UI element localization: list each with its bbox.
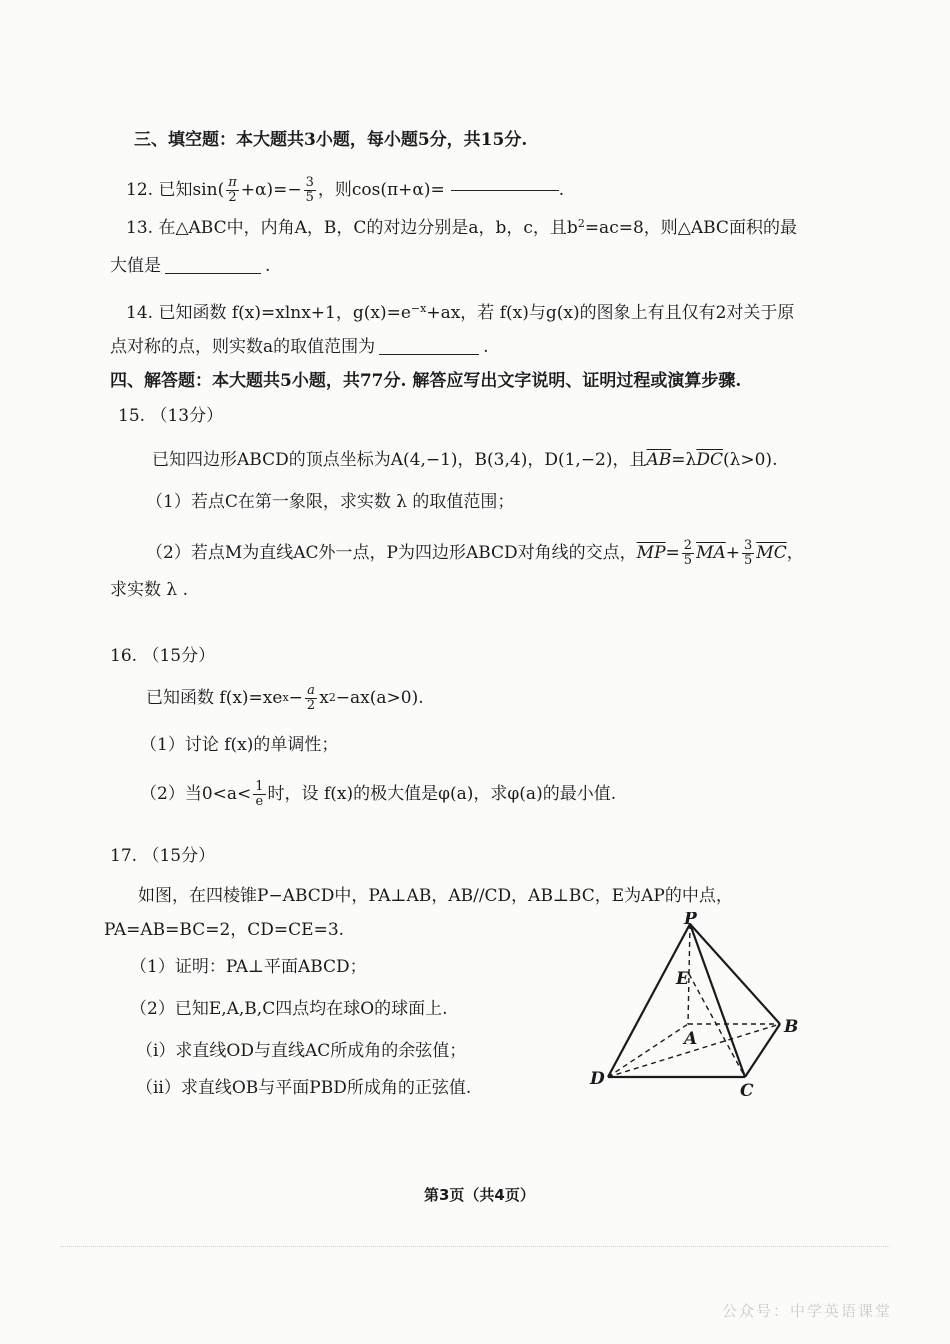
q16-part1: （1）讨论 f(x)的单调性； [140, 735, 339, 755]
q15-vector-ab: $\overline{AB}$ [646, 450, 672, 470]
q14-text: 14. 已知函数 f(x)=xlnx+1，g(x)=e [126, 303, 411, 323]
question-13-line1 [126, 218, 797, 238]
label-b: B [784, 1017, 799, 1037]
q14-text: +ax，若 f(x)与g(x)的图象上有且仅有2对关于原 [426, 303, 795, 323]
q12-text: +α)=− [240, 179, 302, 200]
q13-text: =ac=8，则△ABC面积的最 [584, 218, 797, 238]
label-p: P [684, 912, 697, 929]
label-e: E [676, 969, 689, 989]
q15-header: 15. （13分） [118, 406, 224, 426]
q16-text: −ax(a>0). [335, 687, 424, 708]
q15-stem [152, 450, 777, 470]
q12-number: 12. [126, 179, 154, 200]
q16-frac-1-e: $\frac{1}{e}$ [255, 778, 264, 809]
q14-text: 点对称的点，则实数a的取值范围为 [110, 337, 376, 357]
q16-part2 [140, 774, 616, 814]
question-14-line1 [126, 303, 794, 323]
q12-text: 已知sin( [158, 179, 225, 200]
q16-header: 16. （15分） [110, 646, 216, 666]
section4-heading: 四、解答题：本大题共5小题，共77分. 解答应写出文字说明、证明过程或演算步骤. [110, 371, 742, 391]
edge-pb [690, 924, 780, 1024]
q15-vector-ma: $\overline{MA}$ [696, 542, 726, 563]
q17-part1: （1）证明：PA⊥平面ABCD； [130, 957, 367, 977]
scan-dotted-line [60, 1246, 890, 1247]
q16-stem: 已知函数 f(x)=xe x − $\frac{a}{2}$ x 2 −ax(a>0). [146, 682, 424, 713]
page-footer: 第3页（共4页） [424, 1186, 535, 1204]
q16-text: x [319, 687, 329, 708]
q15-text: 已知四边形ABCD的顶点坐标为A(4,−1)，B(3,4)，D(1,−2)，且 [152, 450, 647, 470]
q15-frac-2-5: $\frac{2}{5}$ [683, 537, 693, 568]
q15-vector-mp: $\overline{MP}$ [636, 542, 666, 563]
edge-pc [690, 924, 745, 1077]
segment-ec-hidden [689, 974, 745, 1077]
q16-text: − [288, 687, 303, 708]
edge-da-hidden [608, 1024, 688, 1077]
q12-frac-pi-2: $\frac{\pi}{2}$ [228, 174, 237, 205]
label-c: C [740, 1081, 754, 1101]
q17-part2-ii: （ii）求直线OB与平面PBD所成角的正弦值. [136, 1078, 472, 1098]
q17-stem2: PA=AB=BC=2，CD=CE=3. [104, 920, 345, 940]
q13-text: 大值是 [110, 256, 161, 276]
q17-stem1: 如图，在四棱锥P−ABCD中，PA⊥AB，AB//CD，AB⊥BC，E为AP的中点， [138, 886, 733, 906]
q15-vector-mc: $\overline{MC}$ [756, 542, 787, 563]
q15-text: = [665, 542, 680, 563]
q15-text: （2）若点M为直线AC外一点，P为四边形ABCD对角线的交点， [146, 542, 637, 563]
q13-exponent: 2 [577, 217, 585, 230]
watermark: 公众号：中学英语课堂 [722, 1302, 893, 1320]
q12-text: ，则cos(π+α)= [317, 179, 445, 200]
q15-text: ， [786, 542, 804, 563]
q15-vector-dc: $\overline{DC}$ [696, 450, 723, 470]
q15-part1: （1）若点C在第一象限，求实数 λ 的取值范围； [146, 492, 515, 512]
label-d: D [590, 1069, 605, 1089]
label-a: A [684, 1029, 698, 1049]
question-14-line2 [110, 337, 489, 357]
q15-part2 [146, 534, 804, 572]
q14-exponent: −x [410, 302, 427, 315]
question-12 [126, 170, 564, 210]
q12-end: . [558, 179, 565, 200]
q16-text: 已知函数 f(x)=xe [146, 687, 283, 708]
q13-text: 13. 在△ABC中，内角A，B，C的对边分别是a，b，c，且b [126, 218, 578, 238]
q15-frac-3-5: $\frac{3}{5}$ [744, 537, 753, 568]
pyramid-figure [580, 912, 810, 1102]
q13-answer-blank[interactable] [165, 273, 261, 274]
q17-header: 17. （15分） [110, 846, 216, 866]
question-13-line2 [110, 256, 270, 276]
q15-text: + [725, 542, 740, 563]
q15-text: (λ>0). [722, 450, 778, 470]
q14-end: . [483, 337, 489, 357]
q12-frac-3-5: $\frac{3}{5}$ [305, 174, 314, 205]
edge-cb [745, 1024, 780, 1077]
section3-heading: 三、填空题：本大题共3小题，每小题5分，共15分. [134, 130, 528, 150]
q15-part2-cont: 求实数 λ . [110, 580, 188, 600]
q16-text: （2）当0<a< [140, 783, 252, 804]
q12-answer-blank[interactable] [451, 190, 559, 191]
q17-part2-i: （i）求直线OD与直线AC所成角的余弦值； [136, 1041, 467, 1061]
q14-answer-blank[interactable] [379, 354, 479, 355]
q16-text: 时，设 f(x)的极大值是φ(a)，求φ(a)的最小值. [267, 783, 617, 804]
q13-end: . [265, 256, 271, 276]
edge-pd [608, 924, 690, 1077]
q17-part2: （2）已知E,A,B,C四点均在球O的球面上. [130, 999, 448, 1019]
q15-text: =λ [671, 450, 697, 470]
q16-frac-a-2: $\frac{a}{2}$ [306, 682, 316, 713]
